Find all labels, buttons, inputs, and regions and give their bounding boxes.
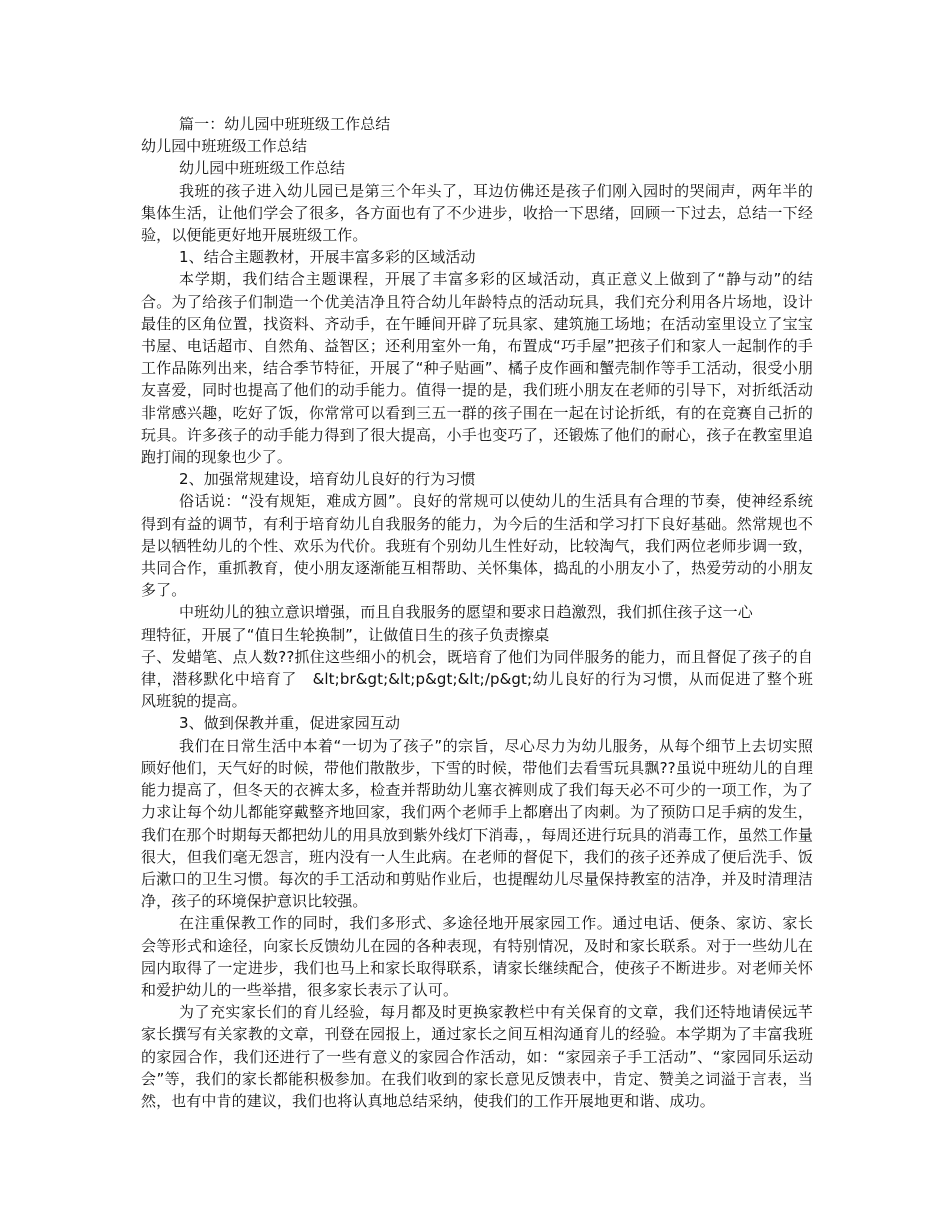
document-body — [141, 113, 813, 1112]
section-2-paragraph-2-line-2: 理特征，开展了“值日生轮换制”，让做值日生的孩子负责擦桌 — [141, 625, 550, 644]
section-3-paragraph-3: 为了充实家长们的育儿经验，每月都及时更换家教栏中有关保育的文章，我们还特地请侯远芊家长撰写有关家教的文章，刊登在园报上，通过家长之间互相沟通育儿的经验。本学期为了丰富我班的家园合作，我们还进行了一些有意义的家园合作活动，如：“家园亲子手工活动”、“家园同乐运动会”等，我们的家长都能积极参加。在我们收到的家长意见反馈表中，肯定、赞美之词溢于言表，当然，也有中肯的建议，我们也将认真地总结采纳，使我们的工作开展地更和谐、成功。 — [141, 1003, 813, 1110]
document-title: 篇一：幼儿园中班班级工作总结 — [179, 115, 391, 133]
section-2-heading: 2、加强常规建设，培育幼儿良好的行为习惯 — [179, 470, 476, 489]
section-2-paragraph-2-rest: 子、发蜡笔、点人数??抓住这些细小的机会，既培育了他们为同伴服务的能力，而且督促了孩子的自律，潜移默化中培育了 &lt;br&gt;&lt;p&gt;&lt;/p&gt;幼儿良好的行为习惯，从而促进了整个班风班貌的提高。 — [141, 647, 813, 711]
section-2-paragraph-2-line-1: 中班幼儿的独立意识增强，而且自我服务的愿望和要求日趋激烈，我们抓住孩子这一心 — [179, 603, 753, 622]
intro-paragraph: 我班的孩子进入幼儿园已是第三个年头了，耳边仿佛还是孩子们刚入园时的哭闹声，两年半的集体生活，让他们学会了很多，各方面也有了不少进步，收拾一下思绪，回顾一下过去，总结一下经验，以便能更好地开展班级工作。 — [141, 181, 813, 245]
section-2-paragraph-1: 俗话说：“没有规矩，难成方圆”。良好的常规可以使幼儿的生活具有合理的节奏，使神经系统得到有益的调节，有利于培育幼儿自我服务的能力，为今后的生活和学习打下良好基础。然常规也不是以牺牲幼儿的个性、欢乐为代价。我班有个别幼儿生性好动，比较淘气，我们两位老师步调一致，共同合作，重抓教育，使小朋友逐渐能互相帮助、关怀集体，捣乱的小朋友小了，热爱劳动的小朋友多了。 — [141, 492, 813, 600]
section-3-heading: 3、做到保教并重，促进家园互动 — [179, 714, 401, 733]
document-subtitle: 幼儿园中班班级工作总结 — [141, 137, 308, 156]
section-1-heading: 1、结合主题教材，开展丰富多彩的区域活动 — [179, 248, 476, 267]
document-subtitle-indented: 幼儿园中班班级工作总结 — [179, 159, 346, 178]
section-3-paragraph-1: 我们在日常生活中本着“一切为了孩子”的宗旨，尽心尽力为幼儿服务，从每个细节上去切实照顾好他们，天气好的时候，带他们散散步，下雪的时候，带他们去看雪玩具飘??虽说中班幼儿的自理能力提高了，但冬天的衣裤太多，检查并帮助幼儿塞衣裤则成了我们每天必不可少的一项工作，为了力求让每个幼儿都能穿戴整齐地回家，我们两个老师手上都磨出了肉刺。为了预防口足手病的发生，我们在那个时期每天都把幼儿的用具放到紫外线灯下消毒，，每周还进行玩具的消毒工作，虽然工作量很大，但我们毫无怨言，班内没有一人生此病。在老师的督促下，我们的孩子还养成了便后洗手、饭后漱口的卫生习惯。每次的手工活动和剪贴作业后，也提醒幼儿尽量保持教室的洁净，并及时清理洁净，孩子的环境保护意识比较强。 — [141, 736, 814, 911]
section-1-paragraph: 本学期，我们结合主题课程，开展了丰富多彩的区域活动，真正意义上做到了“静与动”的结合。为了给孩子们制造一个优美洁净且符合幼儿年龄特点的活动玩具，我们充分利用各片场地，设计最佳的区角位置，找资料、齐动手，在午睡间开辟了玩具家、建筑施工场地；在活动室里设立了宝宝书屋、电话超市、自然角、益智区；还利用室外一角，布置成“巧手屋”把孩子们和家人一起制作的手工作品陈列出来，结合季节特征，开展了“种子贴画”、橘子皮作画和蟹壳制作等手工活动，很受小朋友喜爱，同时也提高了他们的动手能力。值得一提的是，我们班小朋友在老师的引导下，对折纸活动非常感兴趣，吃好了饭，你常常可以看到三五一群的孩子围在一起在讨论折纸，有的在竞赛自己折的玩具。许多孩子的动手能力得到了很大提高，小手也变巧了，还锻炼了他们的耐心，孩子在教室里追跑打闹的现象也少了。 — [141, 270, 813, 467]
section-3-paragraph-2: 在注重保教工作的同时，我们多形式、多途径地开展家园工作。通过电话、便条、家访、家长会等形式和途径，向家长反馈幼儿在园的各种表现，有特别情况，及时和家长联系。对于一些幼儿在园内取得了一定进步，我们也马上和家长取得联系，请家长继续配合，使孩子不断进步。对老师关怀和爱护幼儿的一些举措，很多家长表示了认可。 — [141, 914, 813, 999]
